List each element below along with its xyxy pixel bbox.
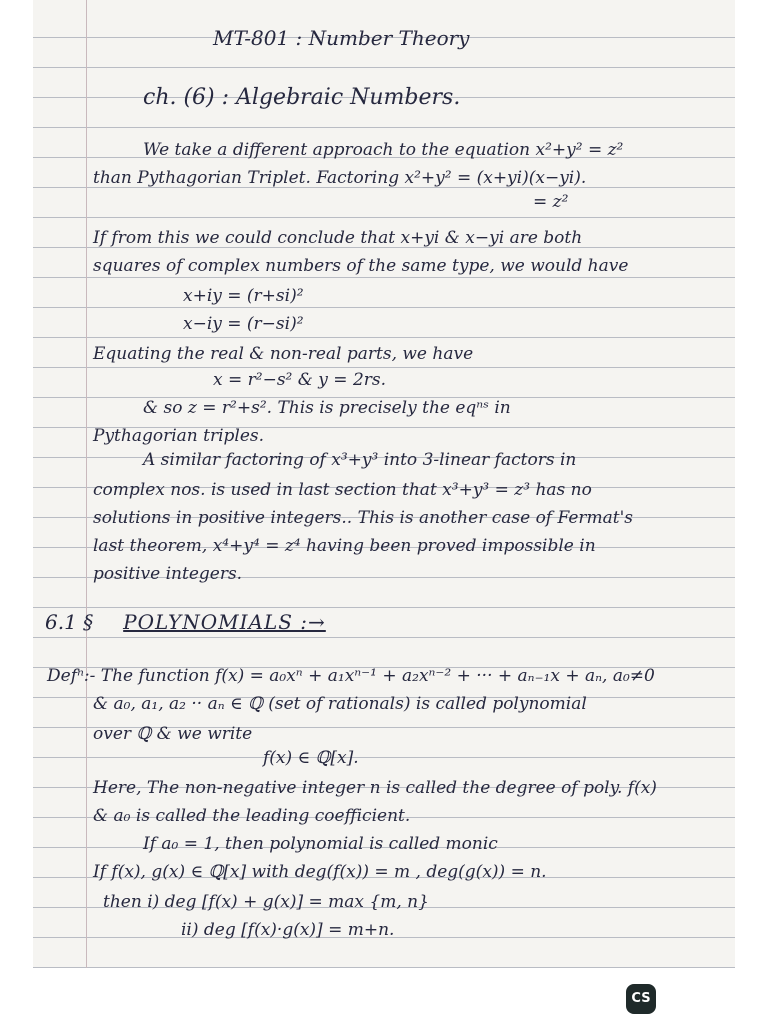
note-line: than Pythagorian Triplet. Factoring x²+y² = (x+yi)(x−yi). <box>93 168 587 188</box>
definition-line: If a₀ = 1, then polynomial is called monic <box>143 834 498 854</box>
note-line: complex nos. is used in last section that x³+y³ = z³ has no <box>93 480 592 500</box>
section-number: 6.1 § <box>45 610 94 634</box>
note-line: Equating the real & non-real parts, we have <box>93 344 474 364</box>
definition-line: ii) deg [f(x)·g(x)] = m+n. <box>181 920 395 940</box>
note-line: squares of complex numbers of the same type, we would have <box>93 256 629 276</box>
definition-line: over ℚ & we write <box>93 724 253 744</box>
note-line: solutions in positive integers.. This is another case of Fermat's <box>93 508 634 528</box>
camscanner-logo: CS <box>626 984 656 1014</box>
notebook-page <box>33 0 735 968</box>
note-line: x = r²−s² & y = 2rs. <box>213 370 387 390</box>
note-line: last theorem, x⁴+y⁴ = z⁴ having been proved impossible in <box>93 536 596 556</box>
definition-line: & a₀, a₁, a₂ ·· aₙ ∈ ℚ (set of rationals) is called polynomial <box>93 694 587 714</box>
definition-line: then i) deg [f(x) + g(x)] = max {m, n} <box>103 892 429 912</box>
note-line: positive integers. <box>93 564 243 584</box>
note-line: Pythagorian triples. <box>93 426 265 446</box>
note-line: If from this we could conclude that x+yi & x−yi are both <box>93 228 583 248</box>
note-line: = z² <box>533 192 569 212</box>
margin-line <box>86 0 87 968</box>
definition-line: Here, The non-negative integer n is called the degree of poly. f(x) <box>93 778 657 798</box>
notes-title: MT-801 : Number Theory <box>213 26 470 50</box>
note-line: A similar factoring of x³+y³ into 3-linear factors in <box>143 450 577 470</box>
section-title: POLYNOMIALS :→ <box>123 610 326 634</box>
note-line: & so z = r²+s². This is precisely the eqⁿˢ in <box>143 398 511 418</box>
section-heading <box>45 610 721 634</box>
definition-line: f(x) ∈ ℚ[x]. <box>263 748 359 768</box>
definition-line: Defⁿ:- The function f(x) = a₀xⁿ + a₁xⁿ⁻¹ + a₂xⁿ⁻² + ··· + aₙ₋₁x + aₙ, a₀≠0 <box>47 666 655 686</box>
note-line: x−iy = (r−si)² <box>183 314 304 334</box>
note-line: x+iy = (r+si)² <box>183 286 304 306</box>
definition-line: If f(x), g(x) ∈ ℚ[x] with deg(f(x)) = m , deg(g(x)) = n. <box>93 862 547 882</box>
chapter-heading: ch. (6) : Algebraic Numbers. <box>143 85 461 110</box>
definition-line: & a₀ is called the leading coefficient. <box>93 806 411 826</box>
note-line: We take a different approach to the equation x²+y² = z² <box>143 140 624 160</box>
